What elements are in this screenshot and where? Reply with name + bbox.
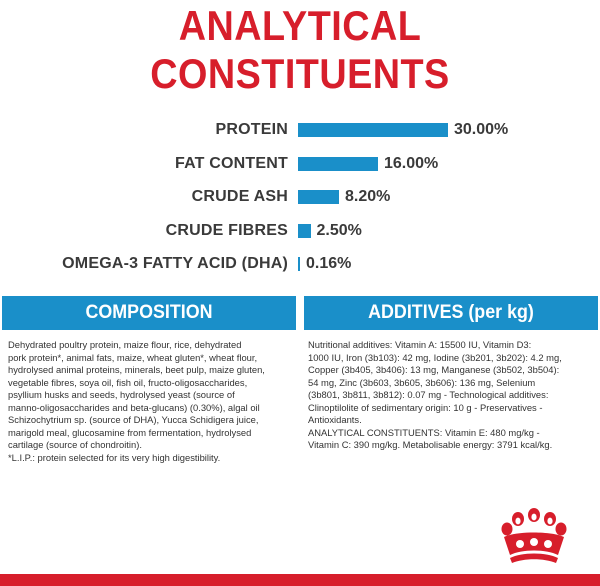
additives-panel <box>304 296 598 330</box>
constituent-value: 2.50% <box>316 221 362 239</box>
constituent-value: 16.00% <box>384 154 439 172</box>
additives-heading: ADDITIVES (per kg) <box>368 302 534 323</box>
constituent-value: 0.16% <box>306 255 352 272</box>
constituent-value: 30.00% <box>454 121 509 138</box>
composition-text: Dehydrated poultry protein, maize flour, rice, dehydrated pork protein*, animal fats, maize, wheat gluten*, wheat flour, hydrolysed animal proteins, minerals, beet pulp, maize gluten, vegetable fibres, soya oil, fish oil, fructo-oligosaccharides, psyllium husks and seeds, hydrolysed yeast (source of manno-oligosaccharides and beta-glucans) (0.30%), algal oil Schizochytrium sp. (source of DHA), Yucca Schidigera juice, marigold meal, glucosamine from fermentation, hydrolysed cartilage (source of chondroitin). *L.I.P.: protein selected for its very high digestibility. <box>8 339 265 463</box>
constituent-bar <box>298 123 448 137</box>
crown-logo-icon <box>496 505 572 567</box>
additives-text: Nutritional additives: Vitamin A: 15500 IU, Vitamin D3: 1000 IU, Iron (3b103): 42 mg, Iodine (3b201, 3b202): 4.2 mg, Copper (3b405, 3b406): 13 mg, Manganese (3b502, 3b504): 54 mg, Zinc (3b603, 3b605, 3b606): 136 mg, Selenium (3b801, 3b811, 3b812): 0.07 mg - Technological additives: Clinoptilolite of sedimentary origin: 10 g - Preservatives - Antioxidants. ANALYTICAL CONSTITUENTS: Vitamin E: 480 mg/kg - Vitamin C: 390 mg/kg. Metabolisable energy: 3791 kcal/kg. <box>308 339 562 450</box>
constituent-bar <box>298 190 339 204</box>
constituent-label: CRUDE ASH <box>191 188 288 205</box>
constituent-bar <box>298 224 311 238</box>
page-title: ANALYTICAL CONSTITUENTS <box>150 2 450 97</box>
constituent-label: FAT CONTENT <box>174 154 288 172</box>
constituent-label: CRUDE FIBRES <box>165 221 288 239</box>
bottom-stripe <box>0 574 600 586</box>
constituent-label: PROTEIN <box>215 121 288 138</box>
constituent-value: 8.20% <box>345 188 391 205</box>
constituent-bar <box>298 257 300 271</box>
constituent-bar <box>298 157 378 171</box>
composition-heading: COMPOSITION <box>85 302 213 323</box>
composition-panel <box>2 296 296 330</box>
constituent-label: OMEGA-3 FATTY ACID (DHA) <box>62 255 288 272</box>
